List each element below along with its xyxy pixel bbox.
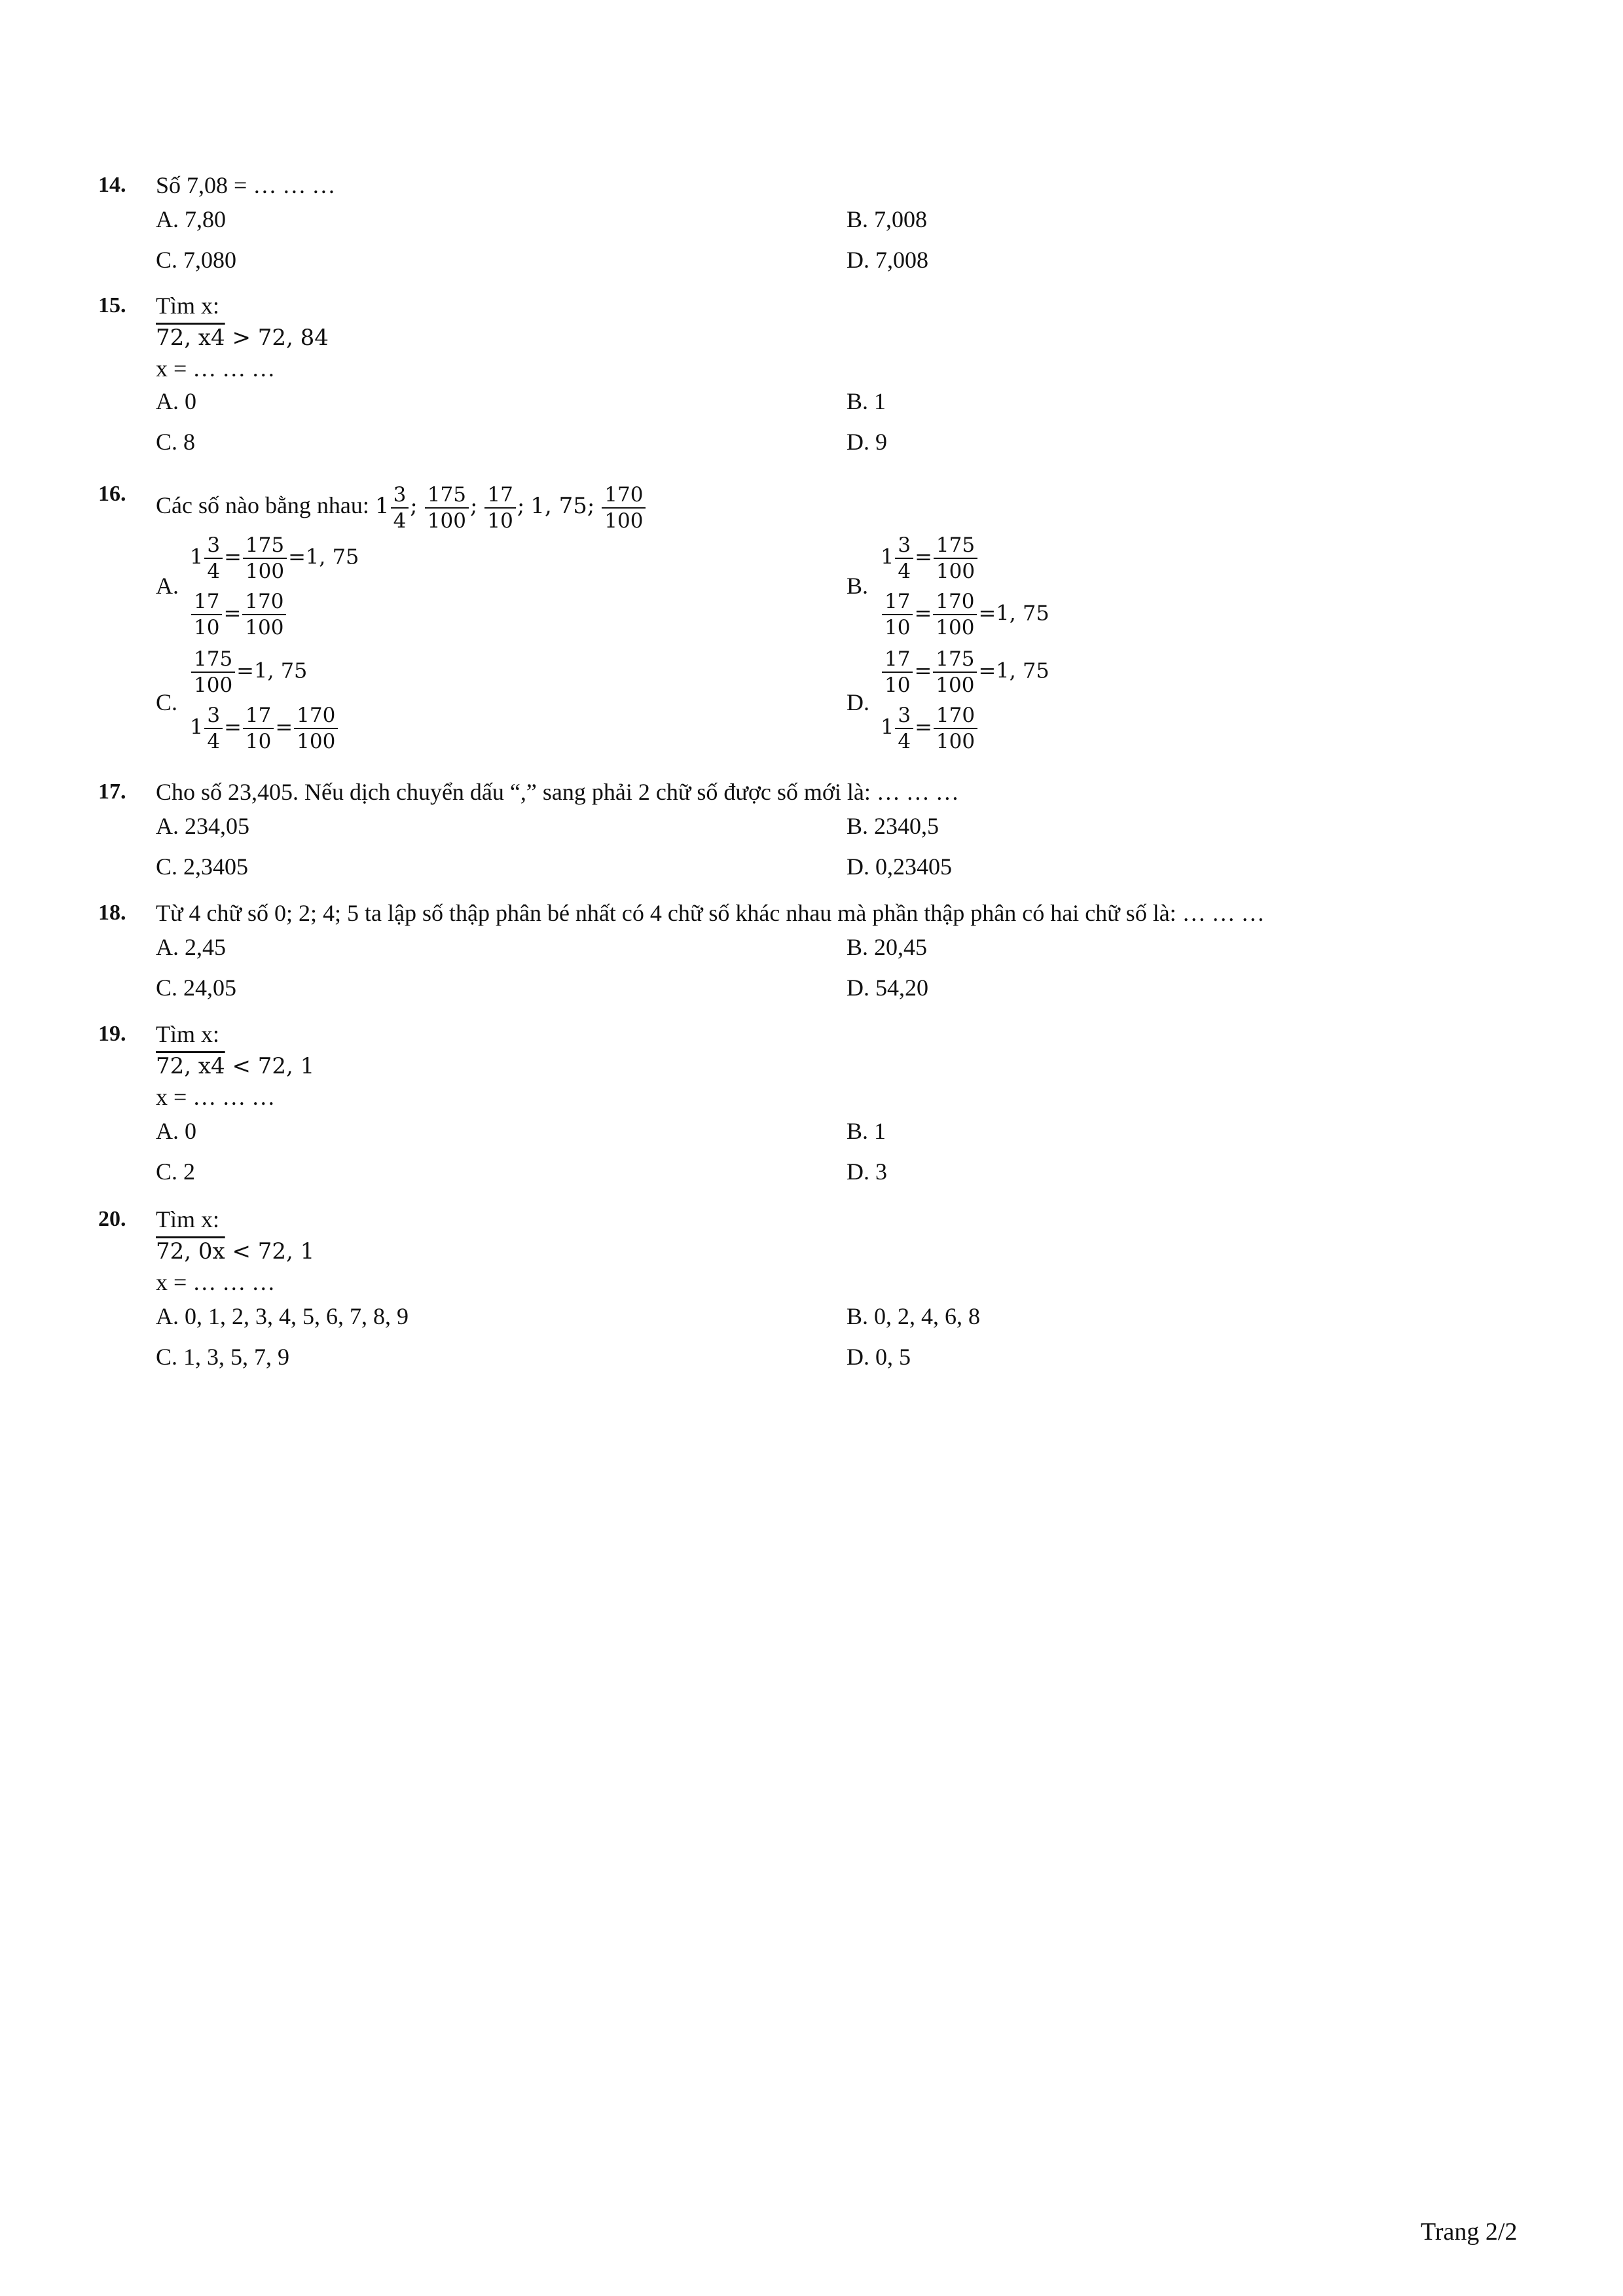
equality-row: $\frac{17}{10}$ = $\frac{175}{100}$ =1, 75 bbox=[881, 647, 1049, 698]
option-b[interactable]: B. 7,008 bbox=[847, 206, 928, 232]
overlined-number: 72, x4 bbox=[156, 1053, 225, 1079]
question-number: 19. bbox=[98, 1022, 126, 1046]
option-d[interactable]: D. 9 bbox=[847, 429, 887, 455]
equality-row: $\frac{175}{100}$ =1, 75 bbox=[190, 647, 307, 698]
fraction: $\frac{170}{100}$ bbox=[602, 482, 646, 533]
option-d[interactable]: D. 3 bbox=[847, 1158, 887, 1185]
question-stem: Cho số 23,405. Nếu dịch chuyển dấu “,” sang phải 2 chữ số được số mới là: … … … bbox=[156, 779, 959, 805]
option-a[interactable]: A. 234,05 bbox=[156, 813, 249, 839]
question-number: 14. bbox=[98, 173, 126, 197]
equality-row: 1 $\frac{3}{4}$ = $\frac{170}{100}$ bbox=[881, 703, 979, 754]
inequality-expression: 72, 0x < 72, 1 bbox=[156, 1238, 315, 1265]
option-a[interactable]: A. 0 bbox=[156, 1118, 196, 1144]
question-number: 18. bbox=[98, 901, 126, 925]
option-a[interactable]: A. 7,80 bbox=[156, 206, 226, 232]
question-stem: Số 7,08 = … … … bbox=[156, 172, 336, 198]
question-stem: Tìm x: bbox=[156, 293, 219, 319]
answer-blank: x = … … … bbox=[156, 1269, 276, 1295]
answer-blank: x = … … … bbox=[156, 355, 276, 382]
option-c[interactable]: C. 24,05 bbox=[156, 975, 237, 1001]
overlined-number: 72, 0x bbox=[156, 1238, 225, 1265]
overlined-number: 72, x4 bbox=[156, 325, 225, 351]
question-stem: Các số nào bằng nhau: 1 $\frac{3}{4}$ ; $\frac{175}{100}$ ; $\frac{17}{10}$ ; 1, 75; $\frac{170}{100}$ bbox=[156, 478, 647, 533]
option-c[interactable]: C. bbox=[156, 689, 178, 715]
option-a[interactable]: A. 0 bbox=[156, 388, 196, 414]
question-number: 17. bbox=[98, 780, 126, 804]
option-b[interactable]: B. 1 bbox=[847, 388, 886, 414]
option-c[interactable]: C. 2 bbox=[156, 1158, 196, 1185]
option-c[interactable]: C. 7,080 bbox=[156, 247, 237, 273]
equality-row: 1 $\frac{3}{4}$ = $\frac{175}{100}$ =1, 75 bbox=[190, 533, 359, 583]
option-b[interactable]: B. 2340,5 bbox=[847, 813, 939, 839]
option-b[interactable]: B. 0, 2, 4, 6, 8 bbox=[847, 1303, 981, 1329]
option-a[interactable]: A. bbox=[156, 573, 179, 599]
inequality-expression: 72, x4 > 72, 84 bbox=[156, 325, 329, 351]
option-b[interactable]: B. 1 bbox=[847, 1118, 886, 1144]
option-d[interactable]: D. 0,23405 bbox=[847, 853, 952, 880]
option-d[interactable]: D. bbox=[847, 689, 869, 715]
option-a[interactable]: A. 0, 1, 2, 3, 4, 5, 6, 7, 8, 9 bbox=[156, 1303, 409, 1329]
option-d[interactable]: D. 54,20 bbox=[847, 975, 928, 1001]
option-b[interactable]: B. bbox=[847, 573, 869, 599]
inequality-expression: 72, x4 < 72, 1 bbox=[156, 1053, 315, 1079]
question-stem: Tìm x: bbox=[156, 1206, 219, 1232]
question-stem: Từ 4 chữ số 0; 2; 4; 5 ta lập số thập phân bé nhất có 4 chữ số khác nhau mà phần thập phân có hai chữ số là: … … … bbox=[156, 900, 1265, 926]
equality-row: 1 $\frac{3}{4}$ = $\frac{17}{10}$ = $\frac{170}{100}$ bbox=[190, 703, 339, 754]
question-number: 15. bbox=[98, 293, 126, 317]
option-d[interactable]: D. 7,008 bbox=[847, 247, 928, 273]
question-number: 20. bbox=[98, 1207, 126, 1231]
option-c[interactable]: C. 2,3405 bbox=[156, 853, 249, 880]
question-stem: Tìm x: bbox=[156, 1021, 219, 1047]
fraction: $\frac{3}{4}$ bbox=[391, 482, 409, 533]
option-a[interactable]: A. 2,45 bbox=[156, 934, 226, 960]
fraction: $\frac{175}{100}$ bbox=[425, 482, 469, 533]
option-d[interactable]: D. 0, 5 bbox=[847, 1344, 911, 1370]
equality-row: $\frac{17}{10}$ = $\frac{170}{100}$ bbox=[190, 589, 287, 640]
question-16 bbox=[98, 478, 1525, 766]
option-c[interactable]: C. 1, 3, 5, 7, 9 bbox=[156, 1344, 290, 1370]
question-number: 16. bbox=[98, 482, 126, 506]
option-c[interactable]: C. 8 bbox=[156, 429, 196, 455]
page-number: Trang 2/2 bbox=[1421, 2218, 1518, 2246]
equality-row: $\frac{17}{10}$ = $\frac{170}{100}$ =1, 75 bbox=[881, 589, 1049, 640]
option-b[interactable]: B. 20,45 bbox=[847, 934, 928, 960]
equality-row: 1 $\frac{3}{4}$ = $\frac{175}{100}$ bbox=[881, 533, 979, 584]
answer-blank: x = … … … bbox=[156, 1084, 276, 1110]
fraction: $\frac{17}{10}$ bbox=[484, 482, 515, 533]
